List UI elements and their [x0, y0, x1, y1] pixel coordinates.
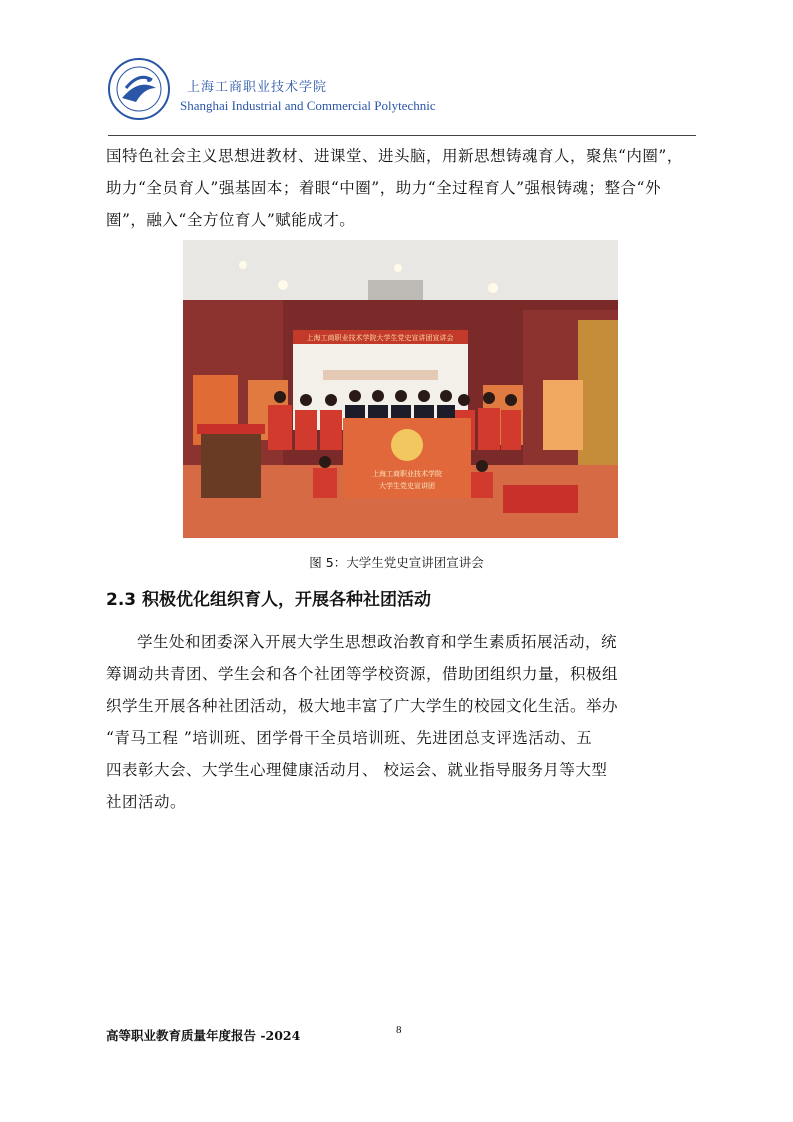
intro-line: 圈”，融入“全方位育人”赋能成才。 [106, 211, 356, 229]
event-photo [183, 240, 618, 538]
page-header [108, 56, 696, 136]
section-line: 筹调动共青团、学生会和各个社团等学校资源，借助团组织力量，积极组 [106, 665, 619, 683]
figure-caption: 图 5：大学生党史宣讲团宣讲会 [309, 555, 484, 570]
flag-text-2: 大学生党史宣讲团 [379, 482, 435, 490]
intro-line: 国特色社会主义思想进教材、进课堂、进头脑，用新思想铸魂育人，聚焦“内圈”， [106, 147, 683, 165]
intro-line: 助力“全员育人”强基固本；着眼“中圈”，助力“全过程育人”强根铸魂；整合“外 [106, 179, 661, 197]
section-line: 织学生开展各种社团活动，极大地丰富了广大学生的校园文化生活。举办 [106, 697, 619, 715]
header-rule [108, 135, 696, 136]
section-line: 社团活动。 [106, 793, 187, 811]
school-name-en: Shanghai Industrial and Commercial Polytechnic [180, 98, 436, 113]
section-line: 学生处和团委深入开展大学生思想政治教育和学生素质拓展活动，统 [137, 633, 618, 651]
intro-paragraph [106, 140, 696, 236]
page-number: 8 [396, 1024, 402, 1036]
screen-banner-text: 上海工商职业技术学院大学生党史宣讲团宣讲会 [306, 334, 454, 342]
school-logo-icon [108, 58, 170, 120]
school-name-cn: 上海工商职业技术学院 [187, 80, 328, 95]
report-title-footer: 高等职业教育质量年度报告 -2024 [106, 1028, 301, 1043]
section-paragraph [106, 626, 696, 818]
section-line: 四表彰大会、大学生心理健康活动月、 校运会、就业指导服务月等大型 [106, 761, 608, 779]
flag-text-1: 上海工商职业技术学院 [372, 470, 442, 478]
section-heading: 2.3 积极优化组织育人，开展各种社团活动 [106, 590, 432, 610]
section-line: “青马工程 ”培训班、团学骨干全员培训班、先进团总支评选活动、五 [106, 729, 593, 747]
